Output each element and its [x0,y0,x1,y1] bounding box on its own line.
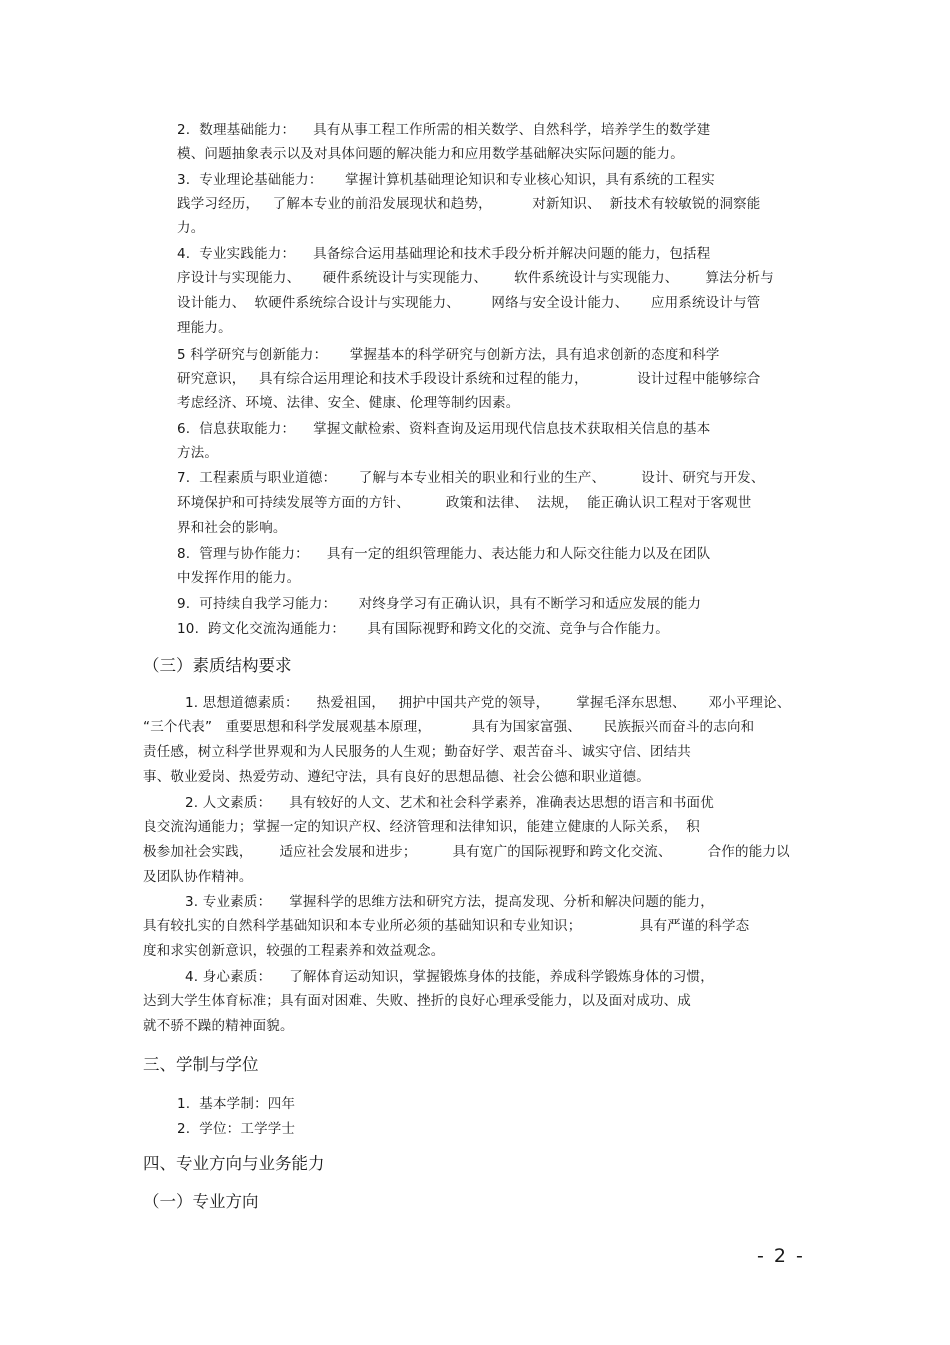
ability-item-text: 考虑经济、环境、法律、安全、健康、伦理等制约因素。 [177,395,520,411]
quality-item-text: 事、敬业爱岗、热爱劳动、遵纪守法，具有良好的思想品德、社会公德和职业道德。 [143,769,650,785]
quality-item-text: 具有较扎实的自然科学基础知识和本专业所必须的基础知识和专业知识； 具有严谨的科学态 [143,918,750,934]
section-heading-degree: 三、学制与学位 [143,1055,259,1074]
ability-item-text: 研究意识， 具有综合运用理论和技术手段设计系统和过程的能力， 设计过程中能够综合 [177,371,761,387]
quality-item-text: 达到大学生体育标准；具有面对困难、失败、挫折的良好心理承受能力，以及面对成功、成 [143,993,691,1009]
ability-item-text: 设计能力、 软硬件系统综合设计与实现能力、 网络与安全设计能力、 应用系统设计与管 [177,295,761,311]
ability-item-text: 4. 专业实践能力： 具备综合运用基础理论和技术手段分析并解决问题的能力，包括程 [177,246,711,262]
quality-item-text: 度和求实创新意识，较强的工程素养和效益观念。 [143,943,445,959]
quality-item-text: 3. 专业素质： 掌握科学的思维方法和研究方法，提高发现、分析和解决问题的能力， [185,894,714,910]
subsection-heading-direction: （一）专业方向 [143,1192,259,1211]
ability-item-text: 7. 工程素质与职业道德： 了解与本专业相关的职业和行业的生产、 设计、研究与开发、 [177,470,765,486]
ability-item-text: 5 科学研究与创新能力： 掌握基本的科学研究与创新方法，具有追求创新的态度和科学 [177,347,720,363]
ability-item-text: 理能力。 [177,320,232,336]
ability-item-text: 6. 信息获取能力： 掌握文献检索、资料查询及运用现代信息技术获取相关信息的基本 [177,421,711,437]
ability-item-text: 环境保护和可持续发展等方面的方针、 政策和法律、 法规， 能正确认识工程对于客观世 [177,495,752,511]
quality-item-text: 责任感，树立科学世界观和为人民服务的人生观；勤奋好学、艰苦奋斗、诚实守信、团结共 [143,744,691,760]
ability-item-text: 8. 管理与协作能力： 具有一定的组织管理能力、表达能力和人际交往能力以及在团队 [177,546,711,562]
ability-item-text: 10. 跨文化交流沟通能力： 具有国际视野和跨文化的交流、竞争与合作能力。 [177,621,669,637]
ability-item-text: 序设计与实现能力、 硬件系统设计与实现能力、 软件系统设计与实现能力、 算法分析与 [177,270,774,286]
ability-item-text: 中发挥作用的能力。 [177,570,301,586]
section-heading-direction: 四、专业方向与业务能力 [143,1154,325,1173]
ability-item-text: 方法。 [177,445,219,461]
ability-item-text: 9. 可持续自我学习能力： 对终身学习有正确认识，具有不断学习和适应发展的能力 [177,596,702,612]
section-heading-quality: （三）素质结构要求 [143,656,292,675]
ability-item-text: 模、问题抽象表示以及对具体问题的解决能力和应用数学基础解决实际问题的能力。 [177,146,684,162]
degree-item: 2. 学位：工学学士 [177,1121,296,1137]
quality-item-text: 1. 思想道德素质： 热爱祖国， 拥护中国共产党的领导， 掌握毛泽东思想、 邓小平理论、 [185,695,791,711]
ability-item-text: 2. 数理基础能力： 具有从事工程工作所需的相关数学、自然科学，培养学生的数学建 [177,122,711,138]
quality-item-text: 2. 人文素质： 具有较好的人文、艺术和社会科学素养，准确表达思想的语言和书面优 [185,795,714,811]
page-number: - 2 - [757,1245,805,1267]
degree-item: 1. 基本学制：四年 [177,1096,296,1112]
ability-item-text: 3. 专业理论基础能力： 掌握计算机基础理论知识和专业核心知识，具有系统的工程实 [177,172,715,188]
quality-item-text: 极参加社会实践， 适应社会发展和进步； 具有宽广的国际视野和跨文化交流、 合作的能力以 [143,844,790,860]
quality-item-text: 良交流沟通能力；掌握一定的知识产权、经济管理和法律知识，能建立健康的人际关系， 积 [143,819,700,835]
ability-item-text: 践学习经历， 了解本专业的前沿发展现状和趋势， 对新知识、 新技术有较敏锐的洞察能 [177,196,761,212]
quality-item-text: “三个代表” 重要思想和科学发展观基本原理， 具有为国家富强、 民族振兴而奋斗的志向和 [143,719,755,735]
quality-item-text: 及团队协作精神。 [143,869,253,885]
ability-item-text: 力。 [177,220,205,236]
quality-item-text: 4. 身心素质： 了解体育运动知识，掌握锻炼身体的技能，养成科学锻炼身体的习惯， [185,969,714,985]
quality-item-text: 就不骄不躁的精神面貌。 [143,1018,294,1034]
ability-item-text: 界和社会的影响。 [177,520,287,536]
